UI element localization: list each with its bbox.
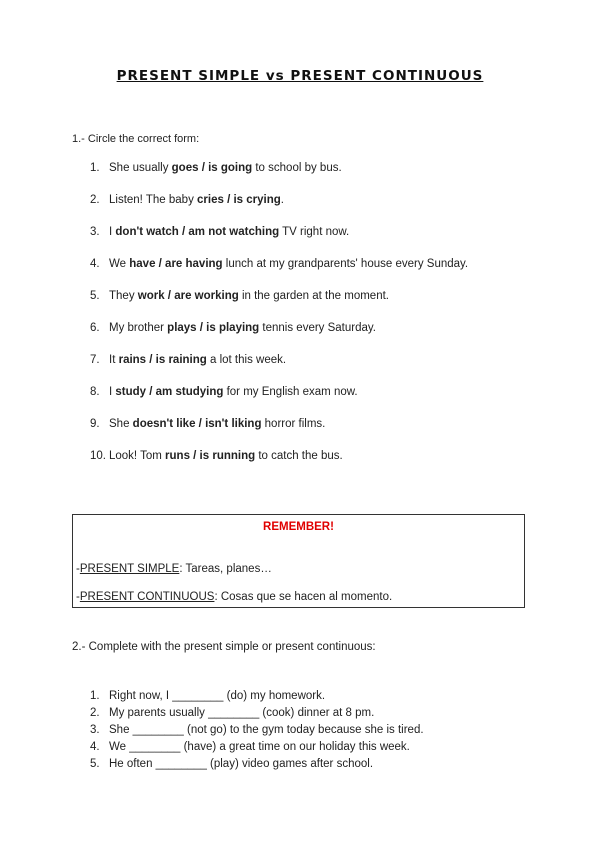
exercise-2-list [90,689,550,774]
item-text [109,416,325,432]
verb-options: runs / is running [165,450,256,462]
text-after: lunch at my grandparents' house every Sunday. [222,258,469,270]
text-after: . [280,194,284,206]
list-item [90,320,550,352]
page-title: PRESENT SIMPLE vs PRESENT CONTINUOUS [116,68,484,84]
item-text: We ________ (have) a great time on our holiday this week. [109,741,410,753]
remember-title: REMEMBER! [263,521,334,533]
verb-options: have / are having [129,258,223,270]
remember-line-present-continuous [76,591,392,603]
dash: - [76,563,80,575]
term-present-continuous: PRESENT CONTINUOUS [79,591,215,603]
verb-options: don't watch / am not watching [115,226,280,238]
text-before: Look! Tom [109,450,166,462]
text-before: Listen! The baby [109,194,198,206]
verb-options: goes / is going [171,162,253,174]
item-text [109,256,468,272]
list-item [90,416,550,448]
text-after: a lot this week. [206,354,287,366]
list-item [90,689,550,706]
item-number: 1. [90,162,100,174]
item-text: My parents usually ________ (cook) dinner at 8 pm. [109,707,375,719]
text-before: My brother [109,322,168,334]
exercise-1-heading: 1.- Circle the correct form: [72,133,200,145]
text-after: tennis every Saturday. [259,322,376,334]
text-before: She [109,418,133,430]
remember-line-present-simple [76,563,272,575]
item-text [109,448,343,464]
item-number: 2. [90,194,100,206]
verb-options: work / are working [137,290,239,302]
term-present-simple: PRESENT SIMPLE [79,563,180,575]
item-text [109,352,286,368]
item-text [109,288,389,304]
exercise-2-heading: 2.- Complete with the present simple or present continuous: [72,641,376,653]
definition-present-simple: : Tareas, planes… [179,563,272,575]
list-item [90,757,550,774]
item-text [109,192,284,208]
item-number: 2. [90,707,100,719]
list-item [90,706,550,723]
remember-box [72,514,525,608]
text-before: We [109,258,130,270]
list-item [90,256,550,288]
definition-present-continuous: : Cosas que se hacen al momento. [214,591,393,603]
list-item [90,740,550,757]
item-number: 5. [90,290,100,302]
verb-options: plays / is playing [167,322,260,334]
list-item [90,352,550,384]
verb-options: rains / is raining [118,354,207,366]
text-after: TV right now. [279,226,350,238]
item-number: 10. [90,450,106,462]
item-text: Right now, I ________ (do) my homework. [109,690,326,702]
text-after: horror films. [261,418,326,430]
item-text [109,224,349,240]
text-after: to catch the bus. [255,450,343,462]
exercise-1-list [90,160,550,480]
item-number: 3. [90,226,100,238]
item-number: 6. [90,322,100,334]
list-item [90,448,550,480]
list-item [90,723,550,740]
dash: - [76,591,80,603]
item-number: 7. [90,354,100,366]
item-number: 1. [90,690,100,702]
text-after: to school by bus. [252,162,342,174]
text-after: for my English exam now. [223,386,358,398]
list-item [90,160,550,192]
item-text: He often ________ (play) video games after school. [109,758,374,770]
item-text [109,320,376,336]
text-before: It [109,354,119,366]
item-text [109,384,358,400]
item-number: 3. [90,724,100,736]
item-number: 8. [90,386,100,398]
verb-options: doesn't like / isn't liking [132,418,262,430]
item-number: 4. [90,258,100,270]
item-number: 9. [90,418,100,430]
list-item [90,224,550,256]
item-text: She ________ (not go) to the gym today because she is tired. [109,724,424,736]
text-before: I [109,386,116,398]
item-number: 5. [90,758,100,770]
text-before: She usually [109,162,172,174]
list-item [90,384,550,416]
list-item [90,192,550,224]
text-after: in the garden at the moment. [238,290,389,302]
text-before: They [109,290,138,302]
list-item [90,288,550,320]
text-before: I [109,226,116,238]
item-number: 4. [90,741,100,753]
item-text [109,160,342,176]
verb-options: study / am studying [115,386,224,398]
verb-options: cries / is crying [197,194,281,206]
